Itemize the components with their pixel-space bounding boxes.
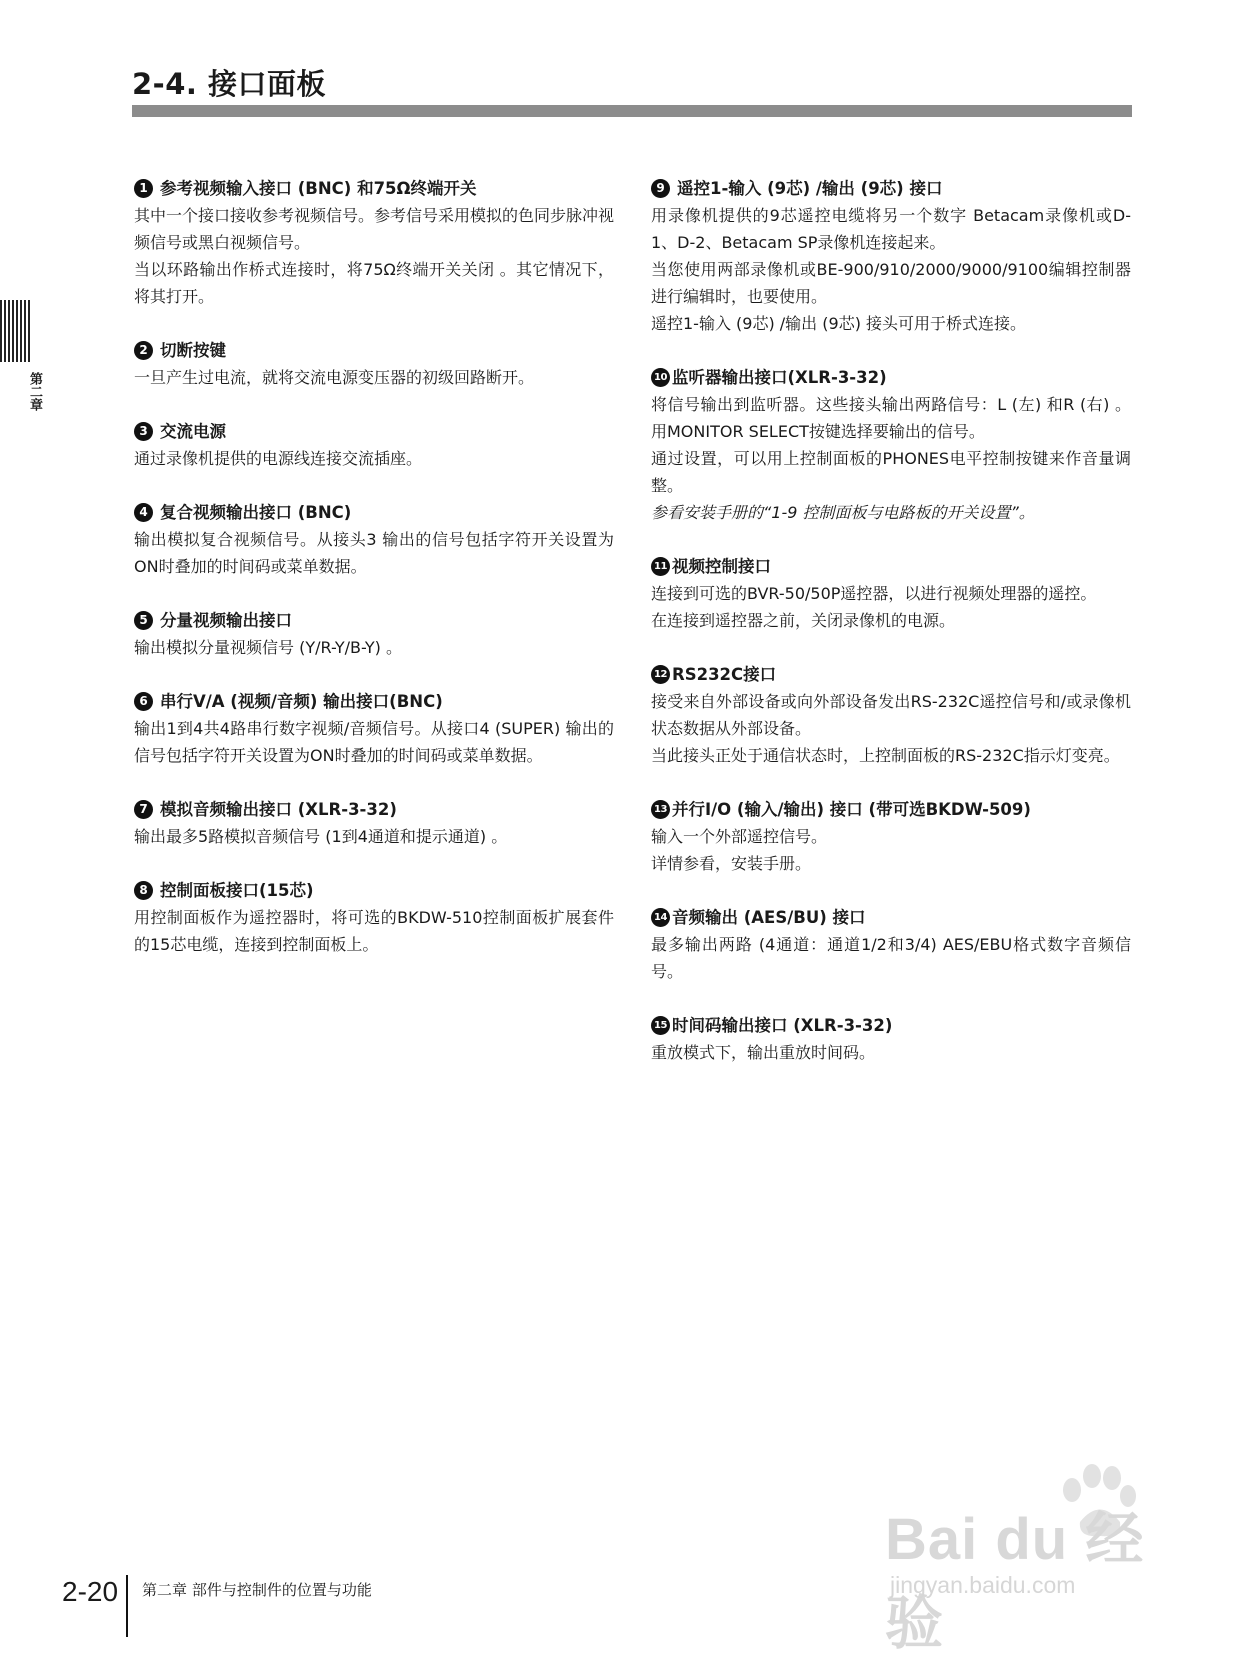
item-paragraph: 通过录像机提供的电源线连接交流插座。 (134, 449, 423, 468)
item-7 (134, 796, 614, 850)
footer-divider (126, 1575, 128, 1637)
footer-chapter-title: 第二章 部件与控制件的位置与功能 (142, 1581, 372, 1599)
section-title: 2-4. 接口面板 (132, 67, 327, 101)
item-title: 模拟音频输出接口 (XLR-3-32) (160, 800, 397, 819)
item-heading (651, 364, 1131, 391)
item-title: 分量视频输出接口 (160, 611, 292, 630)
side-tab-stripes (0, 300, 32, 362)
item-heading (134, 175, 614, 202)
item-title: 参考视频输入接口 (BNC) 和75Ω终端开关 (160, 179, 477, 198)
item-4 (134, 499, 614, 580)
item-number-badge: 9 (651, 179, 670, 198)
item-13 (651, 796, 1131, 877)
item-title: 控制面板接口(15芯) (160, 881, 314, 900)
item-paragraph: 输出模拟分量视频信号 (Y/R-Y/B-Y) 。 (134, 638, 402, 657)
item-heading (651, 553, 1131, 580)
item-paragraph: 输出最多5路模拟音频信号 (1到4通道和提示通道) 。 (134, 827, 508, 846)
item-number-badge: 6 (134, 692, 153, 711)
item-heading (651, 175, 1131, 202)
item-heading (134, 796, 614, 823)
item-number-badge: 2 (134, 341, 153, 360)
item-15 (651, 1012, 1131, 1066)
item-5 (134, 607, 614, 661)
watermark-url: jingyan.baidu.com (890, 1572, 1076, 1598)
item-paragraph: 输出1到4共4路串行数字视频/音频信号。从接口4 (SUPER) 输出的信号包括字符开关设置为ON时叠加的时间码或菜单数据。 (134, 719, 614, 765)
item-number-badge: 5 (134, 611, 153, 630)
item-paragraph: 连接到可选的BVR-50/50P遥控器，以进行视频处理器的遥控。 (651, 584, 1097, 603)
item-title: 音频输出 (AES/BU) 接口 (672, 908, 866, 927)
item-paragraph: 最多输出两路 (4通道：通道1/2和3/4) AES/EBU格式数字音频信号。 (651, 935, 1131, 981)
item-heading (134, 877, 614, 904)
item-number-badge: 1 (134, 179, 153, 198)
item-paragraph: 当以环路输出作桥式连接时，将75Ω终端开关关闭 。其它情况下，将其打开。 (134, 260, 614, 306)
item-note: 参看安装手册的“1-9 控制面板与电路板的开关设置”。 (651, 503, 1035, 522)
item-title: 交流电源 (160, 422, 226, 441)
watermark-brand: Bai du 经验 (885, 1507, 1145, 1656)
item-number-badge: 7 (134, 800, 153, 819)
item-title: 切断按键 (160, 341, 226, 360)
item-number-badge: 13 (651, 800, 670, 819)
item-paragraph: 接受来自外部设备或向外部设备发出RS-232C遥控信号和/或录像机状态数据从外部设备。 (651, 692, 1131, 738)
title-underline-bar (132, 105, 1132, 117)
item-number-badge: 12 (651, 665, 670, 684)
item-title: RS232C接口 (672, 665, 777, 684)
item-11 (651, 553, 1131, 634)
item-title: 遥控1-输入 (9芯) /输出 (9芯) 接口 (677, 179, 943, 198)
item-heading (134, 337, 614, 364)
item-paragraph: 通过设置，可以用上控制面板的PHONES电平控制按键来作音量调整。 (651, 449, 1131, 495)
right-column (651, 175, 1131, 1093)
item-paragraph: 遥控1-输入 (9芯) /输出 (9芯) 接头可用于桥式连接。 (651, 314, 1027, 333)
item-paragraph: 详情参看，安装手册。 (651, 854, 812, 873)
item-paragraph: 输出模拟复合视频信号。从接头3 输出的信号包括字符开关设置为ON时叠加的时间码或菜单数据。 (134, 530, 614, 576)
item-number-badge: 3 (134, 422, 153, 441)
item-14 (651, 904, 1131, 985)
item-number-badge: 4 (134, 503, 153, 522)
item-heading (134, 607, 614, 634)
item-paragraph: 用控制面板作为遥控器时，将可选的BKDW-510控制面板扩展套件的15芯电缆，连接到控制面板上。 (134, 908, 614, 954)
item-heading (651, 904, 1131, 931)
item-paragraph: 输入一个外部遥控信号。 (651, 827, 828, 846)
item-3 (134, 418, 614, 472)
item-paragraph: 其中一个接口接收参考视频信号。参考信号采用模拟的色同步脉冲视频信号或黑白视频信号。 (134, 206, 615, 252)
item-heading (134, 499, 614, 526)
item-paragraph: 在连接到遥控器之前，关闭录像机的电源。 (651, 611, 956, 630)
item-paragraph: 将信号输出到监听器。这些接头输出两路信号：L (左) 和R (右) 。用MONITOR SELECT按键选择要输出的信号。 (651, 395, 1131, 441)
item-title: 串行V/A (视频/音频) 输出接口(BNC) (160, 692, 443, 711)
item-heading (651, 1012, 1131, 1039)
item-1 (134, 175, 614, 310)
item-title: 监听器输出接口(XLR-3-32) (672, 368, 887, 387)
item-number-badge: 8 (134, 881, 153, 900)
chapter-side-tab (0, 300, 42, 411)
item-paragraph: 重放模式下，输出重放时间码。 (651, 1043, 876, 1062)
item-number-badge: 10 (651, 368, 670, 387)
page-footer (62, 1575, 372, 1635)
item-number-badge: 15 (651, 1016, 670, 1035)
item-12 (651, 661, 1131, 769)
baidu-watermark (885, 1462, 1185, 1656)
item-title: 时间码输出接口 (XLR-3-32) (672, 1016, 893, 1035)
item-2 (134, 337, 614, 391)
item-number-badge: 11 (651, 557, 670, 576)
item-6 (134, 688, 614, 769)
item-paragraph: 一旦产生过电流，就将交流电源变压器的初级回路断开。 (134, 368, 535, 387)
item-title: 视频控制接口 (672, 557, 771, 576)
item-8 (134, 877, 614, 958)
item-title: 复合视频输出接口 (BNC) (160, 503, 352, 522)
page-number: 2-20 (62, 1576, 119, 1607)
item-heading (134, 418, 614, 445)
item-heading (651, 661, 1131, 688)
item-heading (651, 796, 1131, 823)
item-number-badge: 14 (651, 908, 670, 927)
side-tab-label: 第二章 (27, 372, 42, 411)
item-9 (651, 175, 1131, 337)
item-10 (651, 364, 1131, 526)
item-heading (134, 688, 614, 715)
item-paragraph: 当您使用两部录像机或BE-900/910/2000/9000/9100编辑控制器进行编辑时，也要使用。 (651, 260, 1131, 306)
item-title: 并行I/O (输入/输出) 接口 (带可选BKDW-509) (672, 800, 1031, 819)
left-column (134, 175, 614, 985)
item-paragraph: 用录像机提供的9芯遥控电缆将另一个数字 Betacam录像机或D-1、D-2、Betacam SP录像机连接起来。 (651, 206, 1131, 252)
item-paragraph: 当此接头正处于通信状态时，上控制面板的RS-232C指示灯变亮。 (651, 746, 1120, 765)
